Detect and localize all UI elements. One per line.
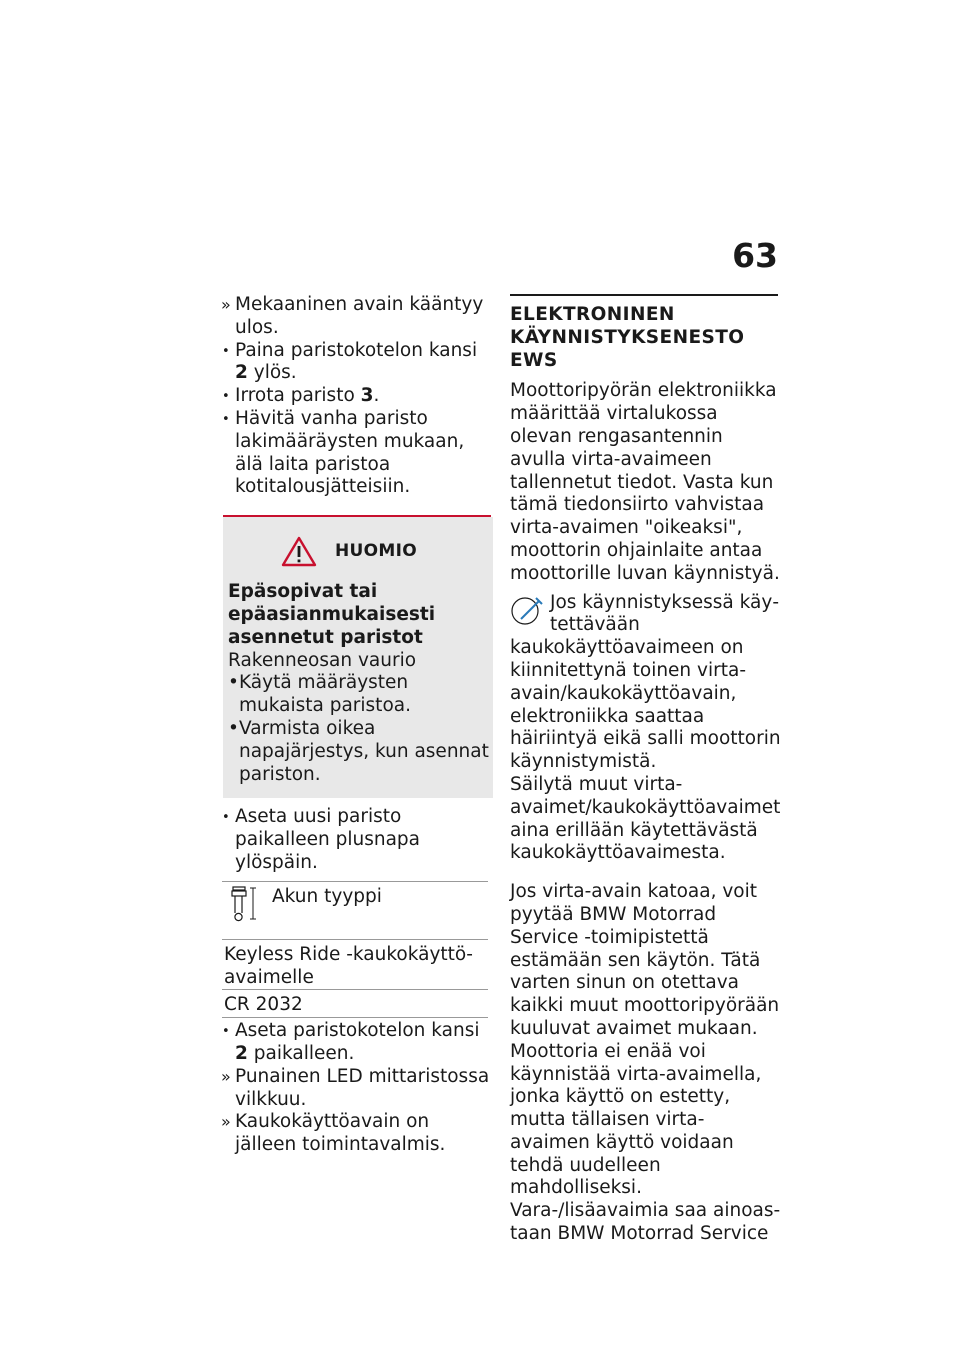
info-note-text: Jos käynnistyksessä käytettävään kaukokäyttöavaimeen on kiinnitettynä toinen virta-avain/kaukokäyttöavain, elektroniikka saattaa häiriintyä eikä salli moottorin käynnistymistä.: [510, 591, 781, 773]
step-led-blinks: [221, 1065, 491, 1112]
notice-item: [228, 718, 490, 786]
ews-intro: Moottoripyörän elektroniikka määrittää virtalukossa olevan rengasantennin avulla virta-avaimeen tallennetut tiedot. Vasta kun tämä tiedonsiirto vahvistaa virta-avaimen "oikeaksi", moottorin ohjainlaite antaa moottorille luvan käynnistyä.: [510, 380, 780, 584]
battery-table-header-cell: [222, 881, 488, 939]
step-key-ready: [221, 1111, 491, 1157]
notice-box: [223, 517, 493, 798]
step-ref-number: 3: [360, 385, 374, 407]
lost-key-note: Jos virta-avain katoaa, voit pyytää BMW Motorrad Service -toimipistettä estämään sen käytön. Tätä varten sinun on otettava kaikki muut moottoripyörään kuuluvat avaimet mukaan.: [510, 881, 780, 1039]
notice-header: [228, 535, 490, 567]
step-text: Hävitä vanha paristo lakimääräysten mukaan, älä laita paristoa kotitalousjätteisiin.: [235, 407, 465, 498]
warning-triangle-icon: [281, 535, 317, 567]
step-close-cover: [222, 1020, 491, 1066]
bullet-marker: •: [222, 389, 230, 405]
right-column: [510, 294, 782, 1246]
step-text-tail: ylös.: [247, 362, 297, 384]
step-key-unfolds: [221, 294, 491, 340]
step-text: Aseta uusi paristo paikalleen plusnapa ylöspäin.: [235, 806, 420, 873]
notice-title: HUOMIO: [335, 540, 417, 561]
step-text: Punainen LED mittaristossa vilkkuu.: [235, 1065, 490, 1110]
notice-item: [228, 672, 490, 718]
battery-table-header-row: [222, 881, 488, 939]
result-marker: »: [221, 295, 231, 314]
spare-key-note: Vara-/lisäavaimia saa ainoastaan BMW Motorrad Service: [510, 1200, 781, 1245]
step-text-tail: .: [373, 385, 380, 407]
step-text-tail: paikalleen.: [247, 1042, 355, 1064]
battery-type-header: Akun tyyppi: [272, 885, 382, 907]
dash-marker: •: [228, 672, 239, 694]
bullet-marker: •: [222, 343, 230, 359]
bullet-marker: •: [222, 810, 230, 826]
dash-marker: •: [228, 717, 239, 739]
step-ref-number: 2: [235, 1042, 248, 1064]
battery-table-label-row: [222, 939, 488, 990]
info-note: [510, 592, 782, 774]
section-divider: [510, 294, 778, 296]
battery-spec-table: [222, 881, 488, 1018]
step-open-cover: [222, 339, 491, 386]
result-marker: »: [221, 1112, 231, 1132]
notice-heading: Epäsopivat tai epäasianmukaisesti asennetut paristot: [228, 581, 436, 648]
step-remove-battery: [222, 385, 491, 408]
battery-key-icon: [230, 886, 258, 929]
left-column: [221, 294, 491, 1157]
battery-type-value: CR 2032: [222, 990, 488, 1018]
notice-item-text: Käytä määräysten mukaista paristoa.: [239, 672, 411, 717]
page-number: 63: [732, 236, 778, 275]
step-text: Irrota paristo: [235, 385, 361, 407]
storage-note: Säilytä muut virta-avaimet/kaukokäyttöavaimet aina erillään käytettävästä kaukokäyttöavaimesta.: [510, 773, 781, 864]
blocked-key-note: Moottoria ei enää voi käynnistää virta-avaimella, jonka käyttö on estetty, mutta tällaisen virta-avaimen käyttö voidaan tehdä uudelleen mahdolliseksi.: [510, 1040, 762, 1199]
battery-table-value-row: [222, 990, 488, 1018]
notice-item-text: Varmista oikea napajärjestys, kun asennat pariston.: [239, 717, 489, 785]
step-insert-battery: [222, 806, 491, 874]
section-title: ELEKTRONINEN KÄYNNISTYKSENESTO EWS: [510, 304, 745, 371]
info-pen-icon: [510, 594, 544, 635]
step-dispose-battery: [222, 407, 491, 499]
bullet-marker: •: [222, 411, 230, 427]
step-text: Paina paristokotelon kansi: [235, 339, 478, 361]
paragraph-gap: [510, 865, 782, 881]
notice-subtitle: Rakenneosan vaurio: [228, 649, 417, 671]
step-text: Aseta paristokotelon kansi: [235, 1020, 480, 1042]
step-text: Kaukokäyttöavain on jälleen toimintavalmis.: [235, 1111, 446, 1156]
battery-type-label: Keyless Ride -kaukokäyttöavaimelle: [222, 939, 488, 990]
step-text: Mekaaninen avain kääntyy ulos.: [235, 294, 484, 338]
bullet-marker: •: [222, 1024, 230, 1040]
step-ref-number: 2: [235, 362, 248, 384]
result-marker: »: [221, 1066, 231, 1086]
